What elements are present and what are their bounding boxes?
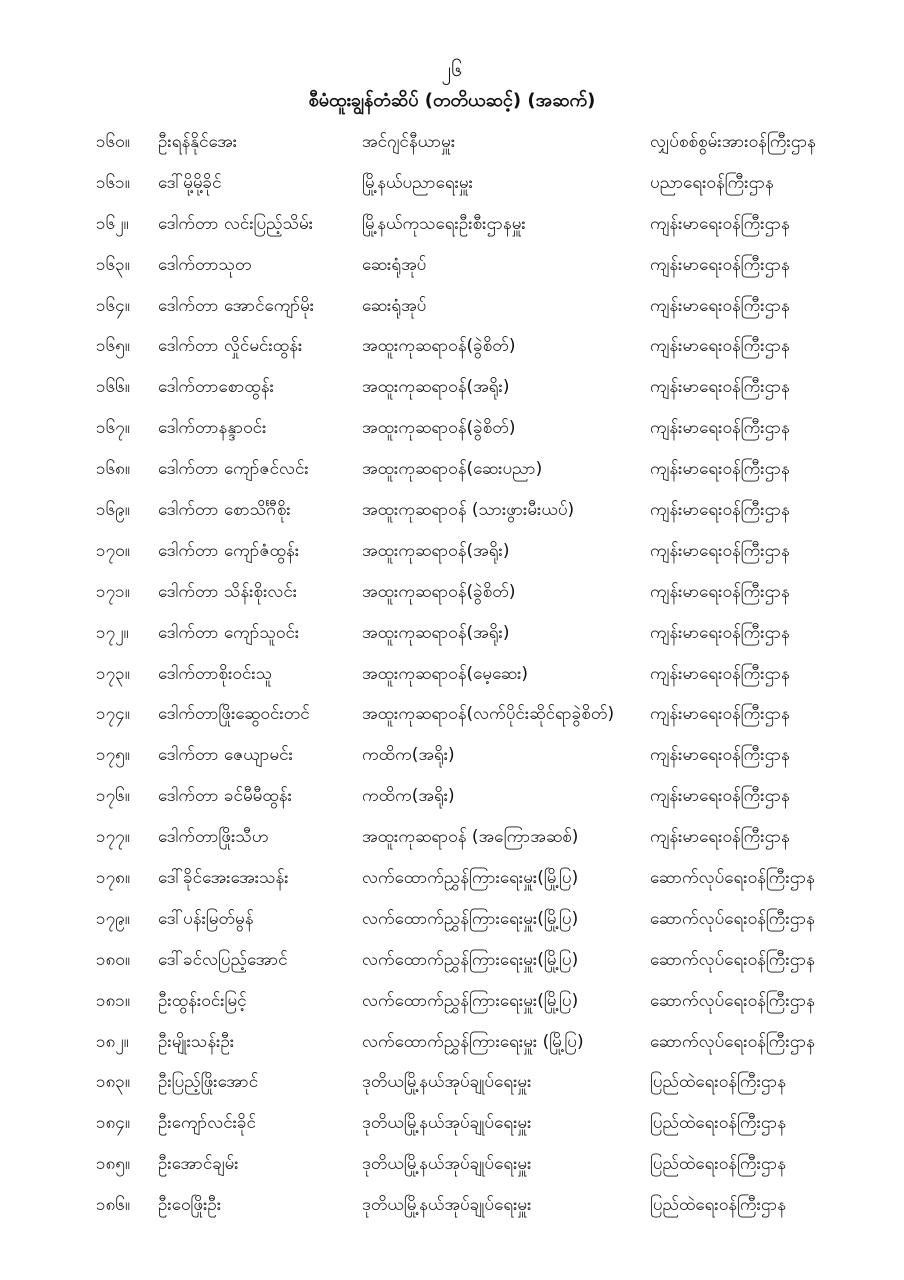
list-item — [0, 613, 904, 654]
recipient-ministry: ဆောက်လုပ်ရေးဝန်ကြီးဌာန — [650, 990, 815, 1011]
recipient-ministry: ပြည်ထဲရေးဝန်ကြီးဌာန — [650, 1195, 787, 1216]
recipient-ministry: ကျန်းမာရေးဝန်ကြီးဌာန — [650, 827, 790, 848]
award-list — [0, 122, 904, 1226]
item-number: ၁၈၃။ — [96, 1072, 130, 1093]
recipient-ministry: ဆောက်လုပ်ရေးဝန်ကြီးဌာန — [650, 949, 815, 970]
item-number: ၁၇၁။ — [96, 581, 130, 602]
recipient-position: လက်ထောက်ညွှန်ကြားရေးမှူး(မြို့ပြ) — [362, 990, 579, 1011]
list-item — [0, 1144, 904, 1185]
recipient-name: ဒေါက်တာ ကျော်သူဝင်း — [158, 622, 300, 643]
recipient-position: အထူးကုဆရာဝန်(အရိုး) — [362, 377, 510, 398]
list-item — [0, 572, 904, 613]
recipient-ministry: ပြည်ထဲရေးဝန်ကြီးဌာန — [650, 1113, 787, 1134]
recipient-ministry: ကျန်းမာရေးဝန်ကြီးဌာန — [650, 213, 790, 234]
recipient-name: ဒေါက်တာဖြိုးဆွေဝင်းတင် — [158, 704, 310, 725]
item-number: ၁၆၉။ — [96, 500, 130, 521]
recipient-name: ဒေါက်တာ ကျော်ဇံထွန်း — [158, 540, 300, 561]
item-number: ၁၇၀။ — [96, 540, 130, 561]
recipient-position: ဆေးရုံအုပ် — [362, 254, 427, 275]
recipient-name: ဒေါ်ခိုင်အေးအေးသန်း — [158, 868, 289, 889]
recipient-name: ဒေါက်တာ လင်းပြည့်သိမ်း — [158, 213, 314, 234]
list-item — [0, 449, 904, 490]
recipient-name: ဒေါ်မို့မို့ခိုင် — [158, 172, 222, 193]
list-item — [0, 1103, 904, 1144]
recipient-name: ဦးဝေဖြိုးဦး — [158, 1195, 222, 1216]
item-number: ၁၆၆။ — [96, 377, 130, 398]
recipient-name: ဦးအောင်ချမ်း — [158, 1154, 239, 1175]
recipient-ministry: ကျန်းမာရေးဝန်ကြီးဌာန — [650, 254, 790, 275]
item-number: ၁၆၀။ — [96, 132, 130, 152]
recipient-name: ဒေါက်တာ ခင်မီမီထွန်း — [158, 786, 292, 807]
recipient-ministry: ကျန်းမာရေးဝန်ကြီးဌာန — [650, 622, 790, 643]
page-title: စီမံထူးချွန်တံဆိပ် (တတိယဆင့်) (အဆက်) — [308, 90, 596, 111]
list-item — [0, 1022, 904, 1063]
list-item — [0, 694, 904, 735]
list-item — [0, 326, 904, 367]
recipient-name: ဒေါက်တာစိုးဝင်းသူ — [158, 663, 273, 684]
recipient-name: ဒေါက်တာနန္ဒာဝင်း — [158, 418, 267, 439]
list-item — [0, 817, 904, 858]
recipient-position: မြို့နယ်ကုသရေးဦးစီးဌာနမှူး — [362, 213, 526, 234]
recipient-position: အထူးကုဆရာဝန်(ဆေးပညာ) — [362, 459, 543, 480]
list-item — [0, 163, 904, 204]
recipient-name: ဒေါက်တာ လှိုင်မင်းထွန်း — [158, 336, 303, 357]
recipient-ministry: ကျန်းမာရေးဝန်ကြီးဌာန — [650, 377, 790, 398]
page-number: ၂၆ — [441, 57, 463, 81]
recipient-position: ဆေးရုံအုပ် — [362, 295, 427, 316]
item-number: ၁၈၆။ — [96, 1195, 130, 1216]
list-item — [0, 245, 904, 286]
recipient-position: အထူးကုဆရာဝန်(ခွဲစိတ်) — [362, 336, 516, 357]
item-number: ၁၆၇။ — [96, 418, 130, 439]
recipient-name: ဒေါက်တာ စောသိင်္ဂီစိုး — [158, 500, 291, 521]
recipient-name: ဒေါက်တာ ကျော်ဇင်လင်း — [158, 459, 309, 480]
recipient-position: လက်ထောက်ညွှန်ကြားရေးမှူး (မြို့ပြ) — [362, 1031, 584, 1052]
item-number: ၁၈၁။ — [96, 990, 130, 1011]
recipient-position: လက်ထောက်ညွှန်ကြားရေးမှူး(မြို့ပြ) — [362, 908, 579, 929]
item-number: ၁၇၈။ — [96, 868, 130, 889]
recipient-position: ကထိက(အရိုး) — [362, 786, 455, 807]
item-number: ၁၇၅။ — [96, 745, 130, 766]
recipient-name: ဦးမျိုးသန်းဦး — [158, 1031, 235, 1052]
item-number: ၁၈၂။ — [96, 1031, 129, 1052]
list-item — [0, 776, 904, 817]
recipient-name: ဒေါက်တာဖြိုးသီဟ — [158, 827, 269, 848]
recipient-position: အထူးကုဆရာဝန်(မေ့ဆေး) — [362, 663, 529, 684]
recipient-position: လက်ထောက်ညွှန်ကြားရေးမှူး(မြို့ပြ) — [362, 868, 579, 889]
recipient-position: အထူးကုဆရာဝန်(ခွဲစိတ်) — [362, 418, 516, 439]
recipient-ministry: လျှပ်စစ်စွမ်းအားဝန်ကြီးဌာန — [650, 132, 816, 152]
recipient-ministry: ကျန်းမာရေးဝန်ကြီးဌာန — [650, 581, 790, 602]
item-number: ၁၇၂။ — [96, 622, 129, 643]
item-number: ၁၇၄။ — [96, 704, 130, 725]
recipient-position: ကထိက(အရိုး) — [362, 745, 455, 766]
recipient-name: ဒေါက်တာသုတ — [158, 254, 252, 275]
recipient-name: ဒေါ်ခင်လပြည့်အောင် — [158, 949, 288, 970]
list-item — [0, 735, 904, 776]
list-item — [0, 122, 904, 163]
recipient-ministry: ကျန်းမာရေးဝန်ကြီးဌာန — [650, 295, 790, 316]
item-number: ၁၆၄။ — [96, 295, 130, 316]
list-item — [0, 940, 904, 981]
item-number: ၁၆၈။ — [96, 459, 130, 480]
recipient-ministry: ဆောက်လုပ်ရေးဝန်ကြီးဌာန — [650, 1031, 815, 1052]
list-item — [0, 367, 904, 408]
recipient-ministry: ကျန်းမာရေးဝန်ကြီးဌာန — [650, 418, 790, 439]
item-number: ၁၆၃။ — [96, 254, 130, 275]
list-item — [0, 408, 904, 449]
recipient-name: ဒေါက်တာ သိန်းစိုးလင်း — [158, 581, 298, 602]
recipient-position: ဒုတိယမြို့နယ်အုပ်ချုပ်ရေးမှူး — [362, 1195, 532, 1216]
list-item — [0, 490, 904, 531]
recipient-ministry: ဆောက်လုပ်ရေးဝန်ကြီးဌာန — [650, 908, 815, 929]
recipient-name: ဒေါက်တာစောထွန်း — [158, 377, 274, 398]
recipient-name: ဒေါက်တာ အောင်ကျော်မိုး — [158, 295, 315, 316]
item-number: ၁၆၂။ — [96, 213, 129, 234]
recipient-position: ဒုတိယမြို့နယ်အုပ်ချုပ်ရေးမှူး — [362, 1072, 532, 1093]
recipient-ministry: ကျန်းမာရေးဝန်ကြီးဌာန — [650, 500, 790, 521]
recipient-position: အထူးကုဆရာဝန် (သားဖွားမီးယပ်) — [362, 500, 575, 521]
item-number: ၁၈၅။ — [96, 1154, 130, 1175]
recipient-position: အထူးကုဆရာဝန်(အရိုး) — [362, 622, 510, 643]
item-number: ၁၇၆။ — [96, 786, 130, 807]
recipient-position: လက်ထောက်ညွှန်ကြားရေးမှူး(မြို့ပြ) — [362, 949, 579, 970]
recipient-name: ဦးရန်နိုင်အေး — [158, 132, 238, 152]
recipient-position: အင်ဂျင်နီယာမှူး — [362, 132, 456, 152]
item-number: ၁၇၇။ — [96, 827, 130, 848]
recipient-position: အထူးကုဆရာဝန်(အရိုး) — [362, 540, 510, 561]
recipient-ministry: ပြည်ထဲရေးဝန်ကြီးဌာန — [650, 1154, 787, 1175]
recipient-ministry: ကျန်းမာရေးဝန်ကြီးဌာန — [650, 745, 790, 766]
item-number: ၁၇၉။ — [96, 908, 130, 929]
recipient-position: အထူးကုဆရာဝန် (အကြောအဆစ်) — [362, 827, 579, 848]
list-item — [0, 981, 904, 1022]
list-item — [0, 1185, 904, 1226]
item-number: ၁၆၅။ — [96, 336, 130, 357]
list-item — [0, 899, 904, 940]
recipient-ministry: ကျန်းမာရေးဝန်ကြီးဌာန — [650, 663, 790, 684]
recipient-ministry: ကျန်းမာရေးဝန်ကြီးဌာန — [650, 459, 790, 480]
list-item — [0, 286, 904, 327]
list-item — [0, 531, 904, 572]
item-number: ၁၈၄။ — [96, 1113, 130, 1134]
item-number: ၁၆၁။ — [96, 172, 130, 193]
list-item — [0, 858, 904, 899]
recipient-ministry: ကျန်းမာရေးဝန်ကြီးဌာန — [650, 704, 790, 725]
recipient-position: အထူးကုဆရာဝန်(ခွဲစိတ်) — [362, 581, 516, 602]
recipient-ministry: ပြည်ထဲရေးဝန်ကြီးဌာန — [650, 1072, 787, 1093]
recipient-name: ဦးကျော်လင်းခိုင် — [158, 1113, 256, 1134]
list-item — [0, 204, 904, 245]
recipient-ministry: ကျန်းမာရေးဝန်ကြီးဌာန — [650, 540, 790, 561]
recipient-position: ဒုတိယမြို့နယ်အုပ်ချုပ်ရေးမှူး — [362, 1154, 532, 1175]
recipient-name: ဦးထွန်းဝင်းမြင့် — [158, 990, 247, 1011]
recipient-ministry: ပညာရေးဝန်ကြီးဌာန — [650, 172, 774, 193]
list-item — [0, 654, 904, 695]
list-item — [0, 1062, 904, 1103]
recipient-ministry: ဆောက်လုပ်ရေးဝန်ကြီးဌာန — [650, 868, 815, 889]
recipient-position: ဒုတိယမြို့နယ်အုပ်ချုပ်ရေးမှူး — [362, 1113, 532, 1134]
recipient-name: ဦးပြည့်ဖြိုးအောင် — [158, 1072, 259, 1093]
recipient-position: မြို့နယ်ပညာရေးမှူး — [362, 172, 473, 193]
recipient-position: အထူးကုဆရာဝန်(လက်ပိုင်းဆိုင်ရာခွဲစိတ်) — [362, 704, 615, 725]
recipient-ministry: ကျန်းမာရေးဝန်ကြီးဌာန — [650, 786, 790, 807]
item-number: ၁၈၀။ — [96, 949, 130, 970]
item-number: ၁၇၃။ — [96, 663, 130, 684]
recipient-name: ဒေါက်တာ ဇေယျာမင်း — [158, 745, 293, 766]
recipient-name: ဒေါ်ပန်းမြတ်မွန် — [158, 908, 254, 929]
recipient-ministry: ကျန်းမာရေးဝန်ကြီးဌာန — [650, 336, 790, 357]
